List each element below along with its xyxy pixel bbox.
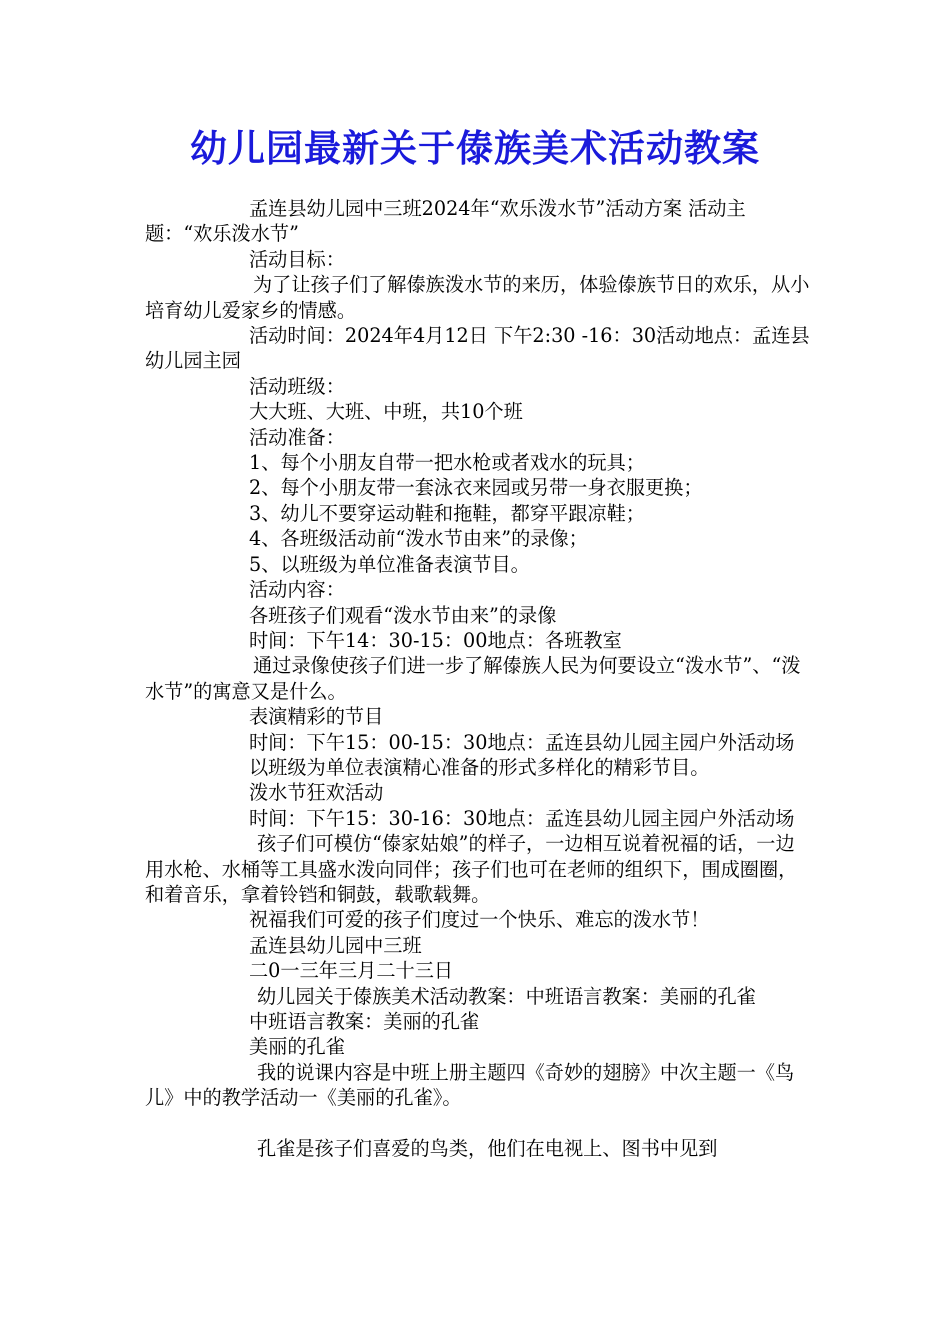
paragraph: 孟连县幼儿园中三班 xyxy=(249,933,422,957)
paragraph-gap xyxy=(145,1111,813,1136)
paragraph: 活动时间：2024年4月12日 下午2:30 -16：30活动地点：孟连县幼儿园主园 xyxy=(145,324,810,373)
paragraph: 5、以班级为单位准备表演节目。 xyxy=(249,552,530,576)
paragraph: 时间：下午14：30-15：00地点：各班教室 xyxy=(249,628,622,652)
paragraph: 以班级为单位表演精心准备的形式多样化的精彩节目。 xyxy=(249,755,710,779)
paragraph: 孩子们可模仿“傣家姑娘”的样子，一边相互说着祝福的话，一边用水枪、水桶等工具盛水泼向同伴；孩子们也可在老师的组织下，围成圈圈，和着音乐，拿着铃铛和铜鼓，载歌载舞。 xyxy=(145,832,798,906)
paragraph: 泼水节狂欢活动 xyxy=(249,781,384,805)
document-body xyxy=(145,196,813,1161)
document-title: 幼儿园最新关于傣族美术活动教案 xyxy=(190,127,760,170)
paragraph: 祝福我们可爱的孩子们度过一个快乐、难忘的泼水节！ xyxy=(249,908,710,932)
paragraph: 各班孩子们观看“泼水节由来”的录像 xyxy=(249,603,557,627)
paragraph: 中班语言教案：美丽的孔雀 xyxy=(249,1010,480,1033)
paragraph: 孟连县幼儿园中三班2024年“欢乐泼水节”活动方案 活动主题：“欢乐泼水节” xyxy=(145,197,746,246)
paragraph: 2、每个小朋友带一套泳衣来园或另带一身衣服更换； xyxy=(249,476,703,500)
paragraph: 1、每个小朋友自带一把水枪或者戏水的玩具； xyxy=(249,451,645,475)
paragraph: 幼儿园关于傣族美术活动教案：中班语言教案：美丽的孔雀 xyxy=(257,984,756,1008)
paragraph: 活动内容： xyxy=(249,578,345,602)
paragraph: 活动目标： xyxy=(249,247,345,271)
paragraph: 大大班、大班、中班，共10个班 xyxy=(249,400,523,424)
paragraph: 时间：下午15：30-16：30地点：孟连县幼儿园主园户外活动场 xyxy=(249,806,795,830)
paragraph: 我的说课内容是中班上册主题四《奇妙的翅膀》中次主题一《鸟儿》中的教学活动一《美丽的孔雀》。 xyxy=(145,1060,795,1110)
paragraph: 表演精彩的节目 xyxy=(249,705,384,729)
paragraph: 孔雀是孩子们喜爱的鸟类，他们在电视上、图书中见到 xyxy=(257,1136,718,1160)
paragraph: 美丽的孔雀 xyxy=(249,1035,345,1059)
paragraph: 3、幼儿不要穿运动鞋和拖鞋，都穿平跟凉鞋； xyxy=(249,501,645,525)
paragraph: 4、各班级活动前“泼水节由来”的录像； xyxy=(249,527,588,551)
paragraph: 通过录像使孩子们进一步了解傣族人民为何要设立“泼水节”、“泼水节”的寓意又是什么。 xyxy=(145,654,801,703)
paragraph: 活动班级： xyxy=(249,374,345,398)
paragraph: 活动准备： xyxy=(249,425,345,449)
paragraph: 时间：下午15：00-15：30地点：孟连县幼儿园主园户外活动场 xyxy=(249,730,795,754)
paragraph: 二0一三年三月二十三日 xyxy=(249,959,454,983)
paragraph: 为了让孩子们了解傣族泼水节的来历，体验傣族节日的欢乐，从小培育幼儿爱家乡的情感。 xyxy=(145,273,810,322)
